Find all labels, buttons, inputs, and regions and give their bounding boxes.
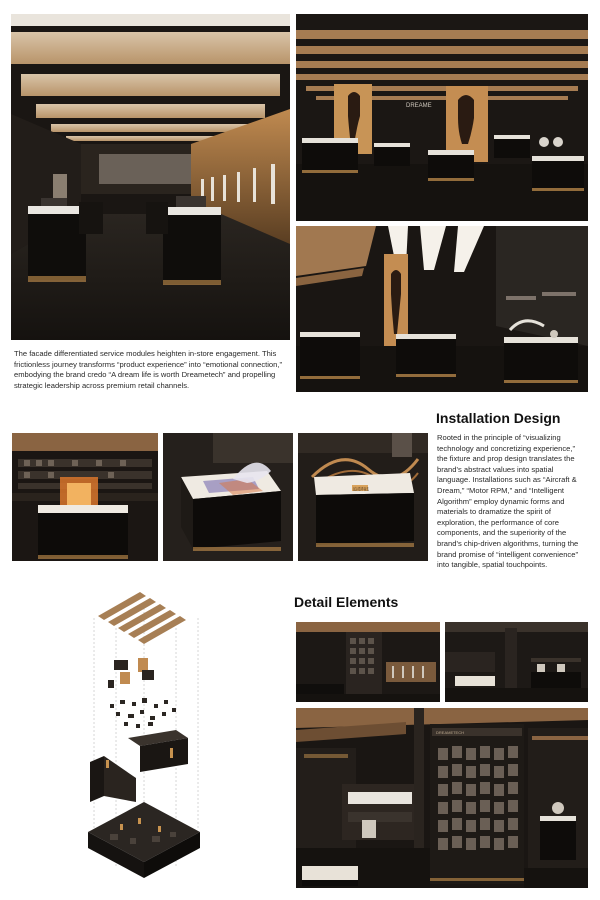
detail-photo-lounge	[445, 622, 588, 702]
detail-heading: Detail Elements	[294, 594, 399, 610]
store-sign: DREAME	[406, 103, 432, 109]
installation-photo-motor-rpm	[163, 433, 293, 561]
installation-photo-aircraft	[12, 433, 158, 561]
detail-photo-lettering-wall	[296, 708, 588, 888]
installation-photo-algorithm	[298, 433, 428, 561]
store-interior-photo-main	[11, 14, 290, 340]
store-interior-photo-lightwell	[296, 226, 588, 392]
detail-photo-panel-wall	[296, 622, 440, 702]
exploded-axonometric-diagram	[80, 588, 210, 886]
installation-paragraph: Rooted in the principle of “visualizing technology and concretizing experience,” the fixture and prop design translates the brand’s abstract values into spatial language. Installations such as “Aircraft & Dream,” “Motor RPM,” and “Intelligent Algorithm” employ dynamic forms and materials to dramatize the spirit of exploration, the performance of core components, and the superiority of the brand’s chip-driven algorithms, turning the brand promise of “intelligent convenience” into tangible, spatial touchpoints.	[437, 433, 579, 570]
wall-sign: DREAMETECH	[436, 730, 465, 735]
installation-heading: Installation Design	[436, 410, 561, 426]
intro-paragraph: The facade differentiated service modules heighten in-store engagement. This frictionless journey transforms “product experience” into “emotional connection,” embodying the brand credo “A dream life is worth Dreametech” and propelling strategic leadership across premium retail channels.	[14, 349, 283, 390]
store-interior-photo-posters	[296, 14, 588, 221]
pedestal-label: 追觅科技	[353, 486, 369, 492]
